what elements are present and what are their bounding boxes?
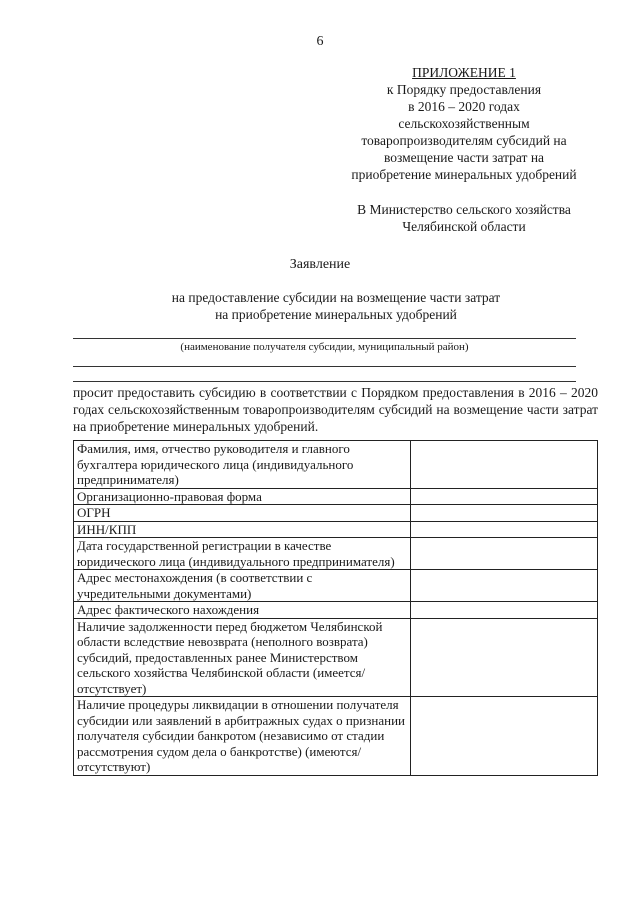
subtitle-line: на предоставление субсидии на возмещение части затрат [171,290,501,305]
row-label: ОГРН [74,505,411,522]
table-row [74,697,598,776]
appendix-title: ПРИЛОЖЕНИЕ 1 [412,65,516,80]
row-value-field[interactable] [411,602,598,619]
appendix-header [330,64,598,183]
row-value-field[interactable] [411,697,598,776]
row-label: Наличие процедуры ликвидации в отношении получателя субсидии или заявлений в арбитражных судах о признании получателя субсидии банкротом (независимо от стадии рассмотрения судом дела о банкротстве) (имеются/отсутствуют) [74,697,411,776]
appendix-line: к Порядку предоставления [386,82,542,97]
row-value-field[interactable] [411,488,598,505]
row-label: ИНН/КПП [74,521,411,538]
appendix-line: товаропроизводителям субсидий на [361,133,567,148]
table-row [74,618,598,697]
row-value-field[interactable] [411,618,598,697]
table-row [74,488,598,505]
fill-line [73,381,576,382]
row-label: Наличие задолженности перед бюджетом Челябинской области вследствие невозврата (неполного возврата) субсидий, предоставленных ранее Министерством сельского хозяйства Челябинской области (имеется/отсутствует) [74,618,411,697]
row-label: Организационно-правовая форма [74,488,411,505]
row-value-field[interactable] [411,538,598,570]
table-row [74,538,598,570]
addressee-line: Челябинской области [402,219,526,234]
table-row [74,521,598,538]
row-label: Адрес местонахождения (в соответствии с учредительными документами) [74,570,411,602]
table-row [74,570,598,602]
row-value-field[interactable] [411,441,598,489]
addressee-block [330,201,598,235]
addressee-line: В Министерство сельского хозяйства [357,202,571,217]
row-value-field[interactable] [411,505,598,522]
appendix-line: в 2016 – 2020 годах [408,99,520,114]
row-label: Дата государственной регистрации в качестве юридического лица (индивидуального предпринимателя) [74,538,411,570]
table-row [74,505,598,522]
document-title: Заявление [289,257,351,272]
subtitle-line: на приобретение минеральных удобрений [215,307,457,322]
table-row [74,602,598,619]
row-label: Фамилия, имя, отчество руководителя и главного бухгалтера юридического лица (индивидуального предпринимателя) [74,441,411,489]
row-value-field[interactable] [411,570,598,602]
applicant-info-table [73,440,598,776]
document-subtitle [96,289,576,323]
request-text: просит предоставить субсидию в соответствии с Порядком предоставления в 2016 – 2020 годах сельскохозяйственным товаропроизводителям субсидий на возмещение части затрат на приобретение минеральных удобрений. [73,385,598,434]
row-value-field[interactable] [411,521,598,538]
appendix-line: приобретение минеральных удобрений [351,167,577,182]
row-label: Адрес фактического нахождения [74,602,411,619]
table-row [74,441,598,489]
page-number: 6 [316,34,324,49]
appendix-line: возмещение части затрат на [383,150,545,165]
recipient-fill-line [73,338,576,339]
appendix-line: сельскохозяйственным [398,116,530,131]
fill-line [73,366,576,367]
recipient-caption: (наименование получателя субсидии, муниципальный район) [180,341,469,353]
